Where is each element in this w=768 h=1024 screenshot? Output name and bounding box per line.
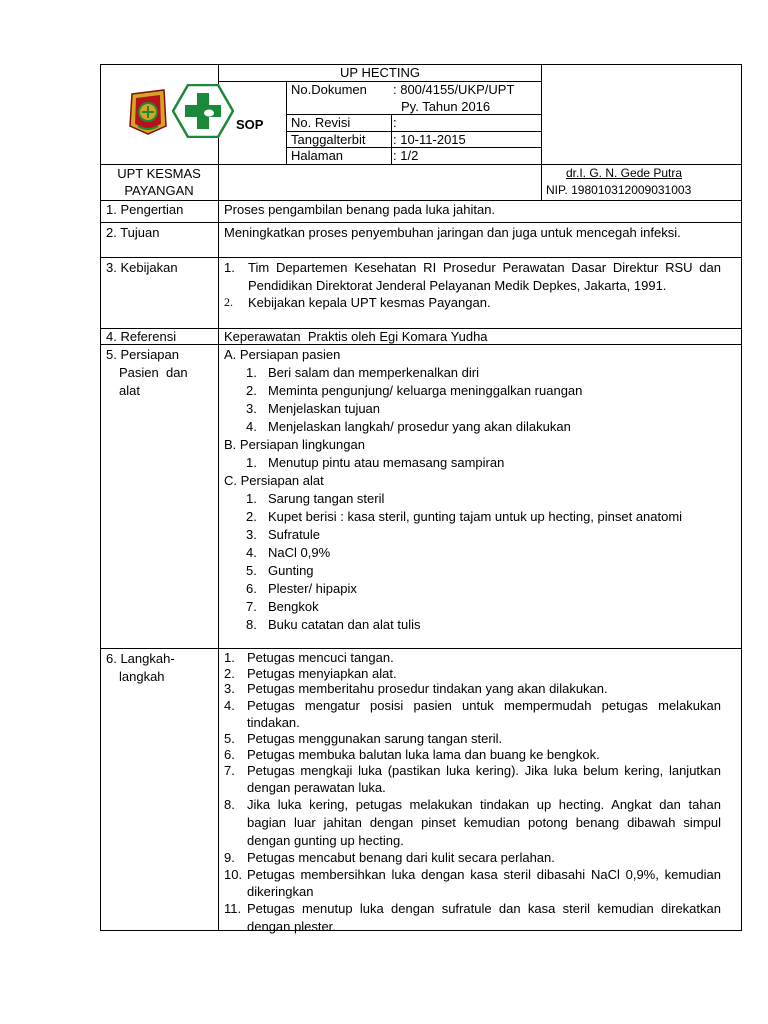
list-item: 2. Kebijakan kepala UPT kesmas Payangan. — [224, 295, 491, 310]
kebijakan-label: 3. Kebijakan — [106, 260, 178, 275]
signer-name: dr.I. G. N. Gede Putra — [566, 166, 683, 180]
org-name-line2: PAYANGAN — [124, 183, 194, 198]
list-item: 9. Petugas mencabut benang dari kulit secara perlahan. — [224, 850, 555, 865]
no-revisi-value: : — [393, 115, 397, 130]
list-item: 6. Petugas membuka balutan luka lama dan buang ke bengkok. — [224, 746, 600, 762]
persiapan-content — [224, 346, 721, 634]
no-revisi-label: No. Revisi — [291, 115, 351, 130]
list-item: 1. Tim Departemen Kesehatan RI Prosedur Perawatan Dasar Direktur RSU dan Pendidikan Direktorat Jenderal Pelayanan Medik Depkes, Jakarta, 1991. — [224, 260, 721, 293]
list-item: 3. Menjelaskan tujuan — [246, 401, 381, 416]
tanggal-terbit-label: Tanggalterbit — [291, 132, 366, 147]
list-item: 4. Menjelaskan langkah/ prosedur yang akan dilakukan — [246, 419, 571, 434]
document-title: UP HECTING — [340, 65, 420, 80]
tujuan-text: Meningkatkan proses penyembuhan jaringan dan juga untuk mencegah infeksi. — [224, 225, 681, 240]
group-heading: B. Persiapan lingkungan — [224, 437, 365, 452]
tanggal-terbit-value: : 10-11-2015 — [393, 132, 466, 147]
no-dokumen-label: No.Dokumen — [291, 82, 367, 97]
list-item: 4. NaCl 0,9% — [246, 545, 331, 560]
list-item: 2. Petugas menyiapkan alat. — [224, 665, 397, 681]
halaman-label: Halaman — [291, 148, 344, 163]
langkah-list — [224, 650, 721, 936]
list-item: 8. Jika luka kering, petugas melakukan tindakan up hecting. Angkat dan tahan bagian luar jahitan dengan pinset kemudian potong benang dibawah simpul dengan gunting up hecting. — [224, 797, 721, 848]
regency-emblem-icon — [128, 86, 168, 136]
pengertian-label: 1. Pengertian — [106, 202, 184, 217]
no-dokumen-value-line2: Py. Tahun 2016 — [401, 99, 491, 114]
org-name-line1: UPT KESMAS — [117, 166, 201, 181]
list-item: 7. Bengkok — [246, 599, 319, 614]
list-item: 6. Plester/ hipapix — [246, 581, 357, 596]
langkah-label-line2: langkah — [119, 669, 165, 684]
no-dokumen-value: : 800/4155/UKP/UPT — [393, 82, 515, 97]
list-item: 5. Petugas menggunakan sarung tangan steril. — [224, 730, 503, 746]
list-item: 2. Kupet berisi : kasa steril, gunting tajam untuk up hecting, pinset anatomi — [246, 509, 683, 524]
list-item: 5. Gunting — [246, 563, 314, 578]
list-item: 8. Buku catatan dan alat tulis — [246, 617, 421, 632]
list-item: 3. Petugas memberitahu prosedur tindakan yang akan dilakukan. — [224, 681, 608, 696]
list-item: 4. Petugas mengatur posisi pasien untuk mempermudah petugas melakukan tindakan. — [224, 697, 721, 730]
tujuan-label: 2. Tujuan — [106, 225, 160, 240]
list-item: 7. Petugas mengkaji luka (pastikan luka kering). Jika luka belum kering, lanjutkan dengan perawatan luka. — [224, 763, 721, 795]
list-item: 10. Petugas membersihkan luka dengan kasa steril dibasahi NaCl 0,9%, kemudian dikeringkan — [224, 866, 721, 899]
sop-label: SOP — [236, 117, 264, 132]
referensi-text: Keperawatan Praktis oleh Egi Komara Yudha — [224, 329, 488, 344]
referensi-label: 4. Referensi — [106, 329, 177, 344]
persiapan-label-line2: Pasien dan — [119, 365, 188, 380]
list-item: 11. Petugas menutup luka dengan sufratule dan kasa steril kemudian direkatkan dengan plester. — [224, 900, 721, 934]
persiapan-label-line1: 5. Persiapan — [106, 347, 179, 362]
list-item: 3. Sufratule — [246, 527, 321, 542]
list-item: 2. Meminta pengunjung/ keluarga meninggalkan ruangan — [246, 383, 583, 398]
pengertian-text: Proses pengambilan benang pada luka jahitan. — [224, 202, 496, 217]
group-heading: C. Persiapan alat — [224, 473, 324, 488]
langkah-label-line1: 6. Langkah- — [106, 651, 175, 666]
puskesmas-logo-icon — [172, 84, 234, 138]
persiapan-label-line3: alat — [119, 383, 140, 398]
kebijakan-list — [224, 259, 721, 312]
halaman-value: : 1/2 — [393, 148, 419, 163]
list-item: 1. Sarung tangan steril — [246, 491, 385, 506]
group-heading: A. Persiapan pasien — [224, 347, 341, 362]
list-item: 1. Petugas mencuci tangan. — [224, 650, 394, 665]
list-item: 1. Beri salam dan memperkenalkan diri — [246, 365, 479, 380]
signer-nip: NIP. 198010312009031003 — [546, 183, 692, 197]
list-item: 1. Menutup pintu atau memasang sampiran — [246, 455, 505, 470]
